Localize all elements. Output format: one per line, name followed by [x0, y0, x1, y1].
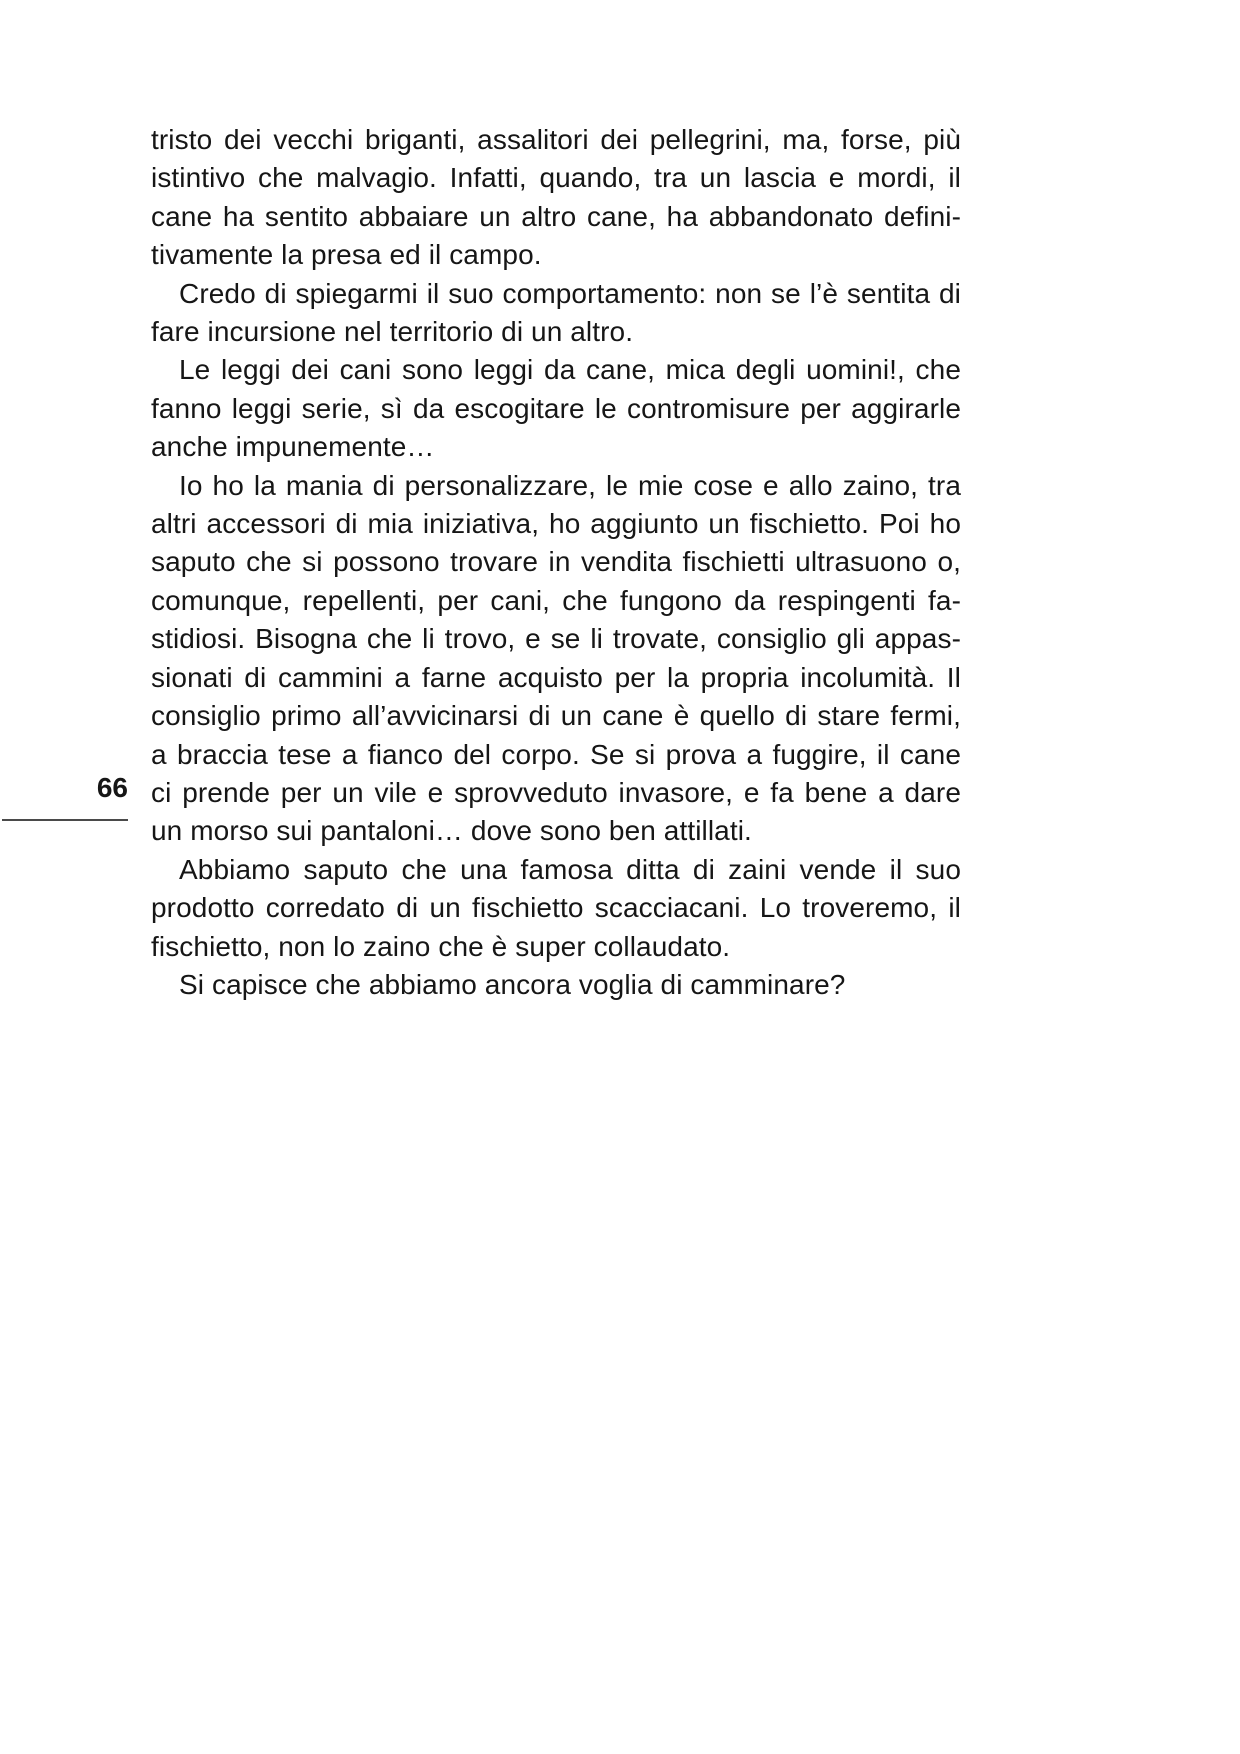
- body-text-line: Le leggi dei cani sono leggi da cane, mica degli uomini!, che: [179, 354, 961, 386]
- body-text-line: tristo dei vecchi briganti, assalitori dei pellegrini, ma, forse, più: [151, 124, 961, 155]
- page-number: 66: [96, 772, 128, 803]
- body-text-line: Io ho la mania di personalizzare, le mie cose e allo zaino, tra: [179, 469, 961, 501]
- body-text-line: Abbiamo saputo che una famosa ditta di zaini vende il suo: [179, 853, 961, 885]
- body-text-line: fare incursione nel territorio di un altro.: [151, 316, 634, 348]
- body-text-line: consiglio primo all’avvicinarsi di un cane è quello di stare fermi,: [151, 700, 961, 732]
- body-text-line: prodotto corredato di un fischietto scacciacani. Lo troveremo, il: [151, 892, 961, 924]
- body-text-line: un morso sui pantaloni… dove sono ben attillati.: [151, 815, 752, 847]
- body-text-line: cane ha sentito abbaiare un altro cane, ha abbandonato defini-: [151, 200, 961, 232]
- body-text-line: ci prende per un vile e sprovveduto invasore, e fa bene a dare: [151, 776, 961, 808]
- body-text-line: anche impunemente…: [151, 431, 435, 463]
- body-text-line: comunque, repellenti, per cani, che fungono da respingenti fa-: [151, 584, 961, 616]
- body-text-line: saputo che si possono trovare in vendita fischietti ultrasuono o,: [151, 546, 961, 578]
- margin-rule: [2, 819, 128, 821]
- body-text: [151, 121, 961, 1004]
- body-text-line: fischietto, non lo zaino che è super collaudato.: [151, 930, 731, 962]
- body-text-line: Credo di spiegarmi il suo comportamento: non se l’è sentita di: [179, 277, 961, 309]
- body-text-line: a braccia tese a fianco del corpo. Se si prova a fuggire, il cane: [151, 738, 961, 770]
- body-text-line: altri accessori di mia iniziativa, ho aggiunto un fischietto. Poi ho: [151, 508, 961, 540]
- body-text-line: fanno leggi serie, sì da escogitare le contromisure per aggirarle: [151, 392, 961, 424]
- body-text-line: tivamente la presa ed il campo.: [151, 239, 542, 271]
- body-text-line: sionati di cammini a farne acquisto per la propria incolumità. Il: [151, 661, 961, 693]
- body-text-line: istintivo che malvagio. Infatti, quando, tra un lascia e mordi, il: [151, 162, 961, 194]
- body-text-line: Si capisce che abbiamo ancora voglia di camminare?: [179, 968, 846, 1000]
- body-text-line: stidiosi. Bisogna che li trovo, e se li trovate, consiglio gli appas-: [151, 623, 961, 655]
